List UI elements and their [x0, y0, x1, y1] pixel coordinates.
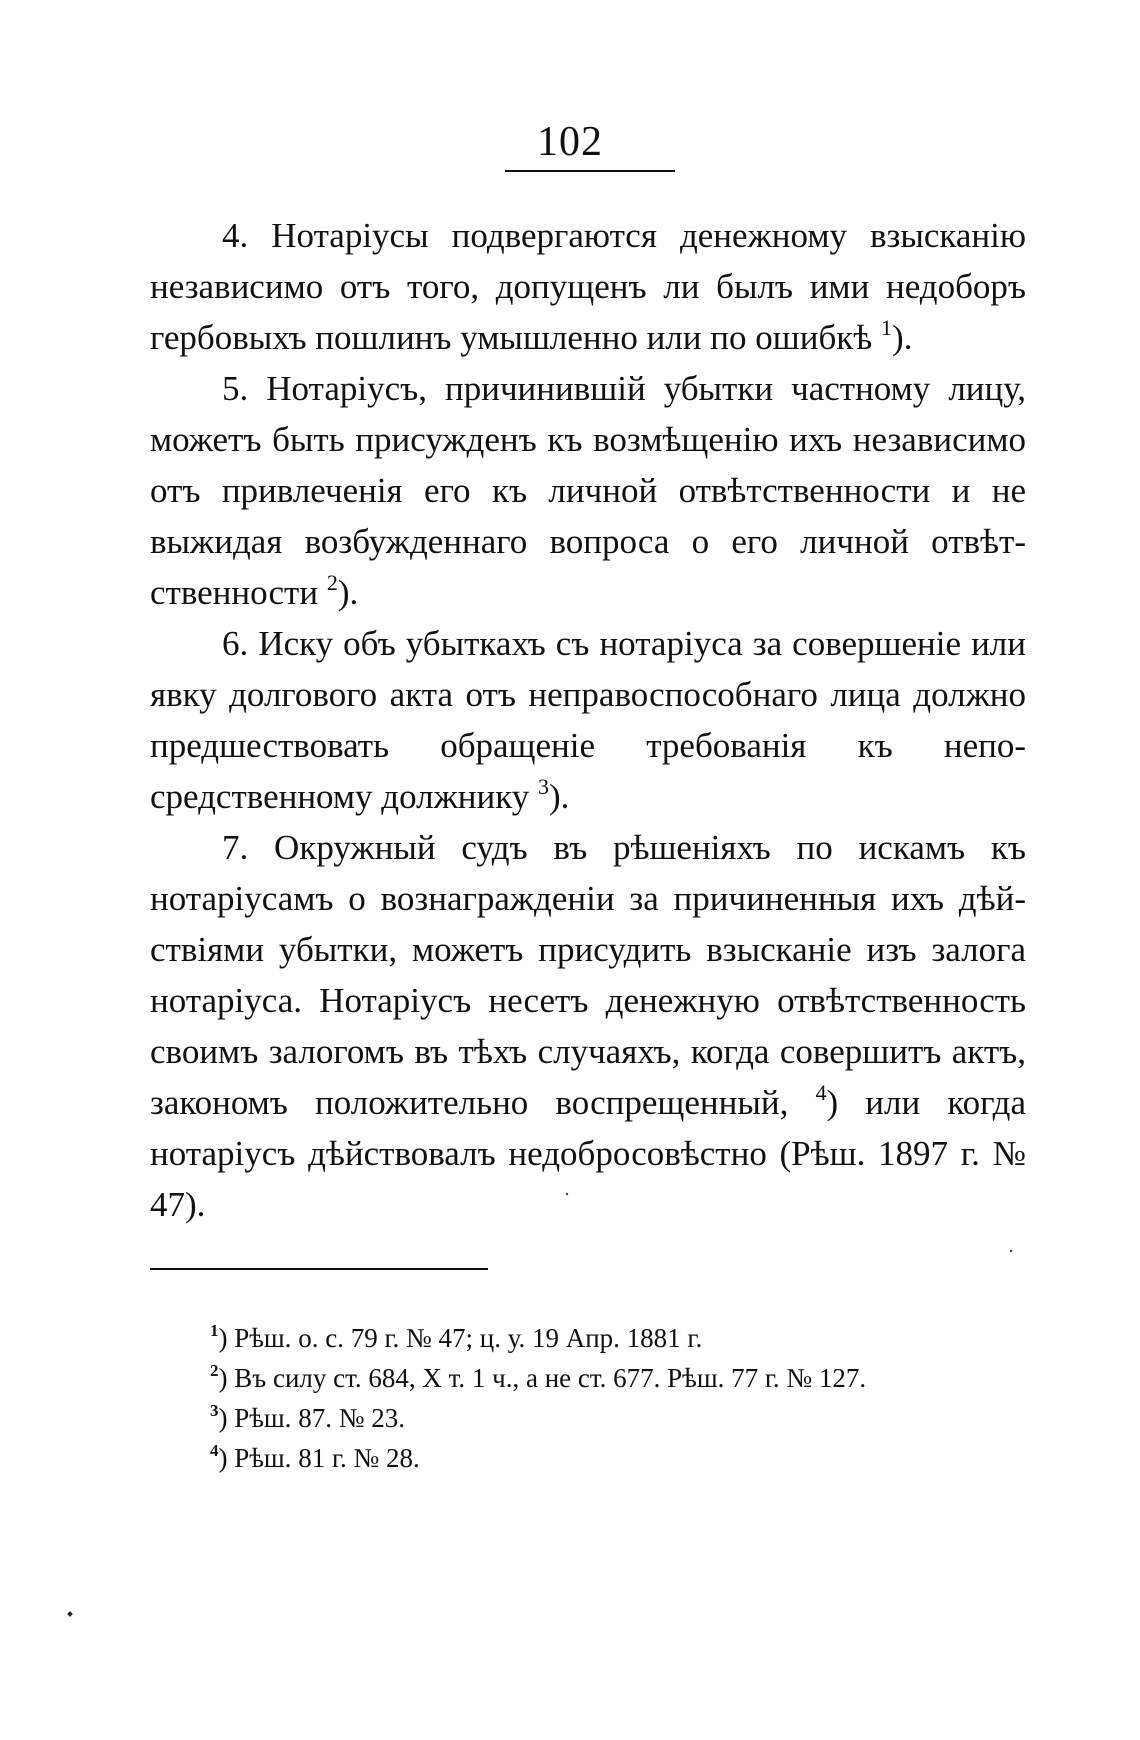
paragraph-number: 7. — [222, 828, 249, 867]
footnote-ref: 1 — [881, 315, 893, 340]
footnote-mark: 3 — [210, 1401, 219, 1420]
paragraph-text: Нотаріусы подвергаются денежному взысканію независимо отъ того, допущенъ ли былъ ими недоборъ гербовыхъ пошлинъ умышленно или по ошибкѣ — [150, 216, 1026, 357]
footnote-rule — [150, 1268, 488, 1270]
paragraph-text: Нотаріусъ, причинившій убытки частному лицу, можетъ быть присужденъ къ возмѣщенію ихъ независимо отъ привлеченія его къ личной отвѣтственности и не выжидая возбужденнаго вопроса о его личной отвѣтственности — [150, 369, 1026, 612]
page-number: 102 — [537, 119, 603, 165]
footnote-ref: 2 — [326, 570, 338, 595]
footnote-ref: 4 — [815, 1080, 827, 1105]
footnote-4: $^4$) Рѣш. 81 г. № 28. — [210, 1441, 420, 1473]
paragraph-6: 6. Иску объ убыткахъ съ нотаріуса за совершеніе или явку долгового акта отъ неправоспособнаго лица должно предшествовать обращеніе требованія къ непосредственному должнику $^3$). — [150, 624, 1026, 816]
paragraph-number: 6. — [222, 624, 249, 663]
footnote-text: Въ силу ст. 684, X т. 1 ч., а не ст. 677. Рѣш. 77 г. № 127. — [234, 1363, 867, 1393]
page-number-rule — [505, 170, 675, 172]
paragraph-tail: . — [560, 777, 570, 816]
footnote-text: Рѣш. о. с. 79 г. № 47; ц. у. 19 Апр. 1881 г. — [234, 1323, 703, 1353]
footnote-3: $^3$) Рѣш. 87. № 23. — [210, 1401, 405, 1433]
paragraph-tail: . — [903, 318, 913, 357]
paragraph-number: 5. — [222, 369, 249, 408]
ink-speck — [67, 1611, 73, 1617]
footnotes — [150, 1318, 1002, 1478]
paragraph-4: 4. Нотаріусы подвергаются денежному взысканію независимо отъ того, допущенъ ли былъ ими недоборъ гербовыхъ пошлинъ умышленно или по ошибкѣ $^1$). — [150, 216, 1026, 357]
main-text — [150, 210, 1026, 1230]
paragraph-tail: . — [349, 573, 359, 612]
paragraph-text: Иску объ убыткахъ съ нотаріуса за совершеніе или явку долгового акта отъ неправоспособнаго лица должно предшествовать обращеніе требованія къ непосредственному должнику — [150, 624, 1026, 816]
footnote-ref: 3 — [538, 774, 550, 799]
footnote-text: Рѣш. 81 г. № 28. — [234, 1443, 420, 1473]
paragraph-5: 5. Нотаріусъ, причинившій убытки частному лицу, можетъ быть присужденъ къ возмѣщенію ихъ независимо отъ привлеченія его къ личной отвѣтственности и не выжидая возбужденнаго вопроса о его личной отвѣтственности $^2$). — [150, 369, 1026, 612]
ink-speck — [1010, 1250, 1013, 1253]
footnote-text: Рѣш. 87. № 23. — [234, 1403, 405, 1433]
paragraph-number: 4. — [222, 216, 249, 255]
footnote-1: $^1$) Рѣш. о. с. 79 г. № 47; ц. у. 19 Апр. 1881 г. — [210, 1321, 703, 1353]
footnote-mark: 1 — [210, 1321, 219, 1340]
footnote-2: $^2$) Въ силу ст. 684, X т. 1 ч., а не ст. 677. Рѣш. 77 г. № 127. — [210, 1361, 867, 1393]
paragraph-text: Окружный судъ въ рѣшеніяхъ по искамъ къ нотаріусамъ о вознагражденіи за причиненныя ихъ дѣйствіями убытки, можетъ присудить взысканіе изъ залога нотаріуса. Нотаріусъ несетъ денежную отвѣтственность своимъ залогомъ въ тѣхъ случаяхъ, когда совершитъ актъ, закономъ положительно воспрещенный, — [150, 828, 1026, 1122]
paragraph-tail: или когда нотаріусъ дѣйствовалъ недобросовѣстно (Рѣш. 1897 г. № 47). — [150, 1083, 1027, 1224]
footnote-mark: 4 — [210, 1441, 219, 1460]
footnote-mark: 2 — [210, 1361, 219, 1380]
paragraph-7: 7. Окружный судъ въ рѣшеніяхъ по искамъ къ нотаріусамъ о вознагражденіи за причиненныя ихъ дѣйствіями убытки, можетъ присудить взысканіе изъ залога нотаріуса. Нотаріусъ несетъ денежную отвѣтственность своимъ залогомъ въ тѣхъ случаяхъ, когда совершитъ актъ, закономъ положительно воспрещенный, $^4$) или когда нотаріусъ дѣйствовалъ недобросовѣстно (Рѣш. 1897 г. № 47). — [150, 828, 1027, 1224]
